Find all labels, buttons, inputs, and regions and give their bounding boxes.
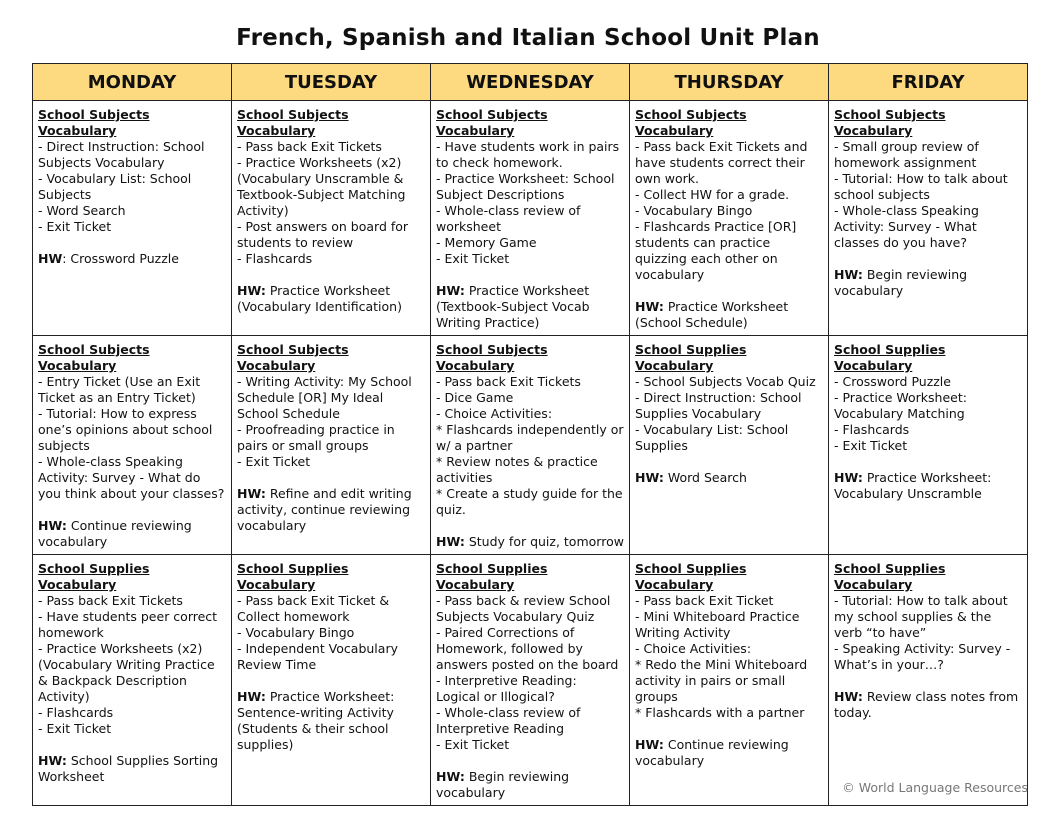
homework-text: Begin reviewing vocabulary [834, 267, 968, 298]
lesson-item: - Pass back Exit Ticket & Collect homework [237, 593, 390, 624]
lesson-item: - Exit Ticket [436, 251, 510, 266]
homework-line [237, 689, 425, 753]
lesson-cell-tuesday [232, 336, 431, 555]
lesson-cell-friday [829, 101, 1028, 336]
homework-label: HW: [436, 283, 465, 298]
lesson-item: - Mini Whiteboard Practice Writing Activity [635, 609, 800, 640]
lesson-heading: School Subjects Vocabulary [38, 342, 150, 373]
lesson-item: - Vocabulary List: School Subjects [38, 171, 192, 202]
day-header-wednesday: WEDNESDAY [431, 64, 630, 101]
homework-text: Practice Worksheet (Textbook-Subject Vocab Writing Practice) [436, 283, 590, 330]
lesson-item: - Flashcards Practice [OR] students can practice quizzing each other on vocabulary [635, 219, 797, 282]
page-title: French, Spanish and Italian School Unit Plan [236, 25, 820, 51]
copyright-notice: © World Language Resources [842, 780, 1028, 795]
lesson-item: - Exit Ticket [237, 454, 311, 469]
lesson-item: - Interpretive Reading: Logical or Illogical? [436, 673, 577, 704]
lesson-item: - Post answers on board for students to review [237, 219, 409, 250]
lesson-item: - Flashcards [237, 251, 313, 266]
lesson-item: - Have students peer correct homework [38, 609, 218, 640]
lesson-item: - Paired Corrections of Homework, followed by answers posted on the board [436, 625, 619, 672]
lesson-heading: School Supplies Vocabulary [237, 561, 349, 592]
lesson-item: - Tutorial: How to express one’s opinions about school subjects [38, 406, 213, 453]
unit-plan-table [32, 63, 1028, 806]
lesson-item: - Pass back Exit Ticket [635, 593, 774, 608]
lesson-item: - Vocabulary Bingo [237, 625, 355, 640]
lesson-item: - Proofreading practice in pairs or small groups [237, 422, 395, 453]
lesson-heading: School Subjects Vocabulary [436, 107, 548, 138]
lesson-item: - Whole-class Speaking Activity: Survey - What do you think about your classes? [38, 454, 225, 501]
homework-label: HW: [635, 737, 664, 752]
day-header-thursday: THURSDAY [630, 64, 829, 101]
lesson-item: - Whole-class review of worksheet [436, 203, 581, 234]
lesson-item: - Pass back & review School Subjects Vocabulary Quiz [436, 593, 611, 624]
homework-label: HW: [237, 486, 266, 501]
lesson-cell-friday [829, 555, 1028, 806]
lesson-heading: School Supplies Vocabulary [834, 561, 946, 592]
lesson-item: - Word Search [38, 203, 126, 218]
lesson-item: * Flashcards independently or w/ a partner [436, 422, 624, 453]
homework-label: HW: [436, 534, 465, 549]
lesson-cell-thursday [630, 555, 829, 806]
lesson-item: - Entry Ticket (Use an Exit Ticket as an Entry Ticket) [38, 374, 201, 405]
lesson-cell-thursday [630, 336, 829, 555]
lesson-cell-wednesday [431, 555, 630, 806]
lesson-heading: School Supplies Vocabulary [635, 342, 747, 373]
lesson-item: - Exit Ticket [436, 737, 510, 752]
homework-text: : Crossword Puzzle [62, 251, 179, 266]
day-header-tuesday: TUESDAY [232, 64, 431, 101]
lesson-item: - Choice Activities: [635, 641, 752, 656]
homework-label: HW: [834, 689, 863, 704]
lesson-cell-friday [829, 336, 1028, 555]
homework-label: HW: [834, 267, 863, 282]
lesson-heading: School Subjects Vocabulary [237, 342, 349, 373]
homework-label: HW: [635, 299, 664, 314]
homework-label: HW: [436, 769, 465, 784]
homework-line [635, 737, 823, 769]
homework-line [834, 267, 1022, 299]
homework-line [436, 769, 624, 801]
homework-text: Refine and edit writing activity, continue reviewing vocabulary [237, 486, 412, 533]
lesson-item: - Flashcards [834, 422, 910, 437]
day-header-friday: FRIDAY [829, 64, 1028, 101]
lesson-item: - Pass back Exit Tickets [38, 593, 183, 608]
week-row [33, 101, 1028, 336]
homework-text: Review class notes from today. [834, 689, 1019, 720]
lesson-item: - Independent Vocabulary Review Time [237, 641, 398, 672]
lesson-item: - Pass back Exit Tickets and have students correct their own work. [635, 139, 808, 186]
lesson-cell-monday [33, 555, 232, 806]
lesson-cell-monday [33, 101, 232, 336]
lesson-heading: School Subjects Vocabulary [635, 107, 747, 138]
lesson-item: - Whole-class Speaking Activity: Survey - What classes do you have? [834, 203, 979, 250]
homework-line [635, 299, 823, 331]
homework-text: Practice Worksheet (Vocabulary Identification) [237, 283, 402, 314]
lesson-item: - Pass back Exit Tickets [237, 139, 382, 154]
homework-text: Practice Worksheet (School Schedule) [635, 299, 789, 330]
lesson-item: - Practice Worksheet: Vocabulary Matching [834, 390, 967, 421]
lesson-item: - Exit Ticket [38, 219, 112, 234]
lesson-item: - Pass back Exit Tickets [436, 374, 581, 389]
homework-label: HW: [237, 283, 266, 298]
lesson-item: * Flashcards with a partner [635, 705, 805, 720]
lesson-item: - Small group review of homework assignment [834, 139, 979, 170]
lesson-item: - Direct Instruction: School Supplies Vocabulary [635, 390, 802, 421]
homework-text: Begin reviewing vocabulary [436, 769, 570, 800]
lesson-heading: School Supplies Vocabulary [635, 561, 747, 592]
homework-text: Word Search [663, 470, 747, 485]
homework-text: Continue reviewing vocabulary [38, 518, 192, 549]
homework-line [237, 283, 425, 315]
lesson-item: - Exit Ticket [834, 438, 908, 453]
lesson-item: - Vocabulary List: School Supplies [635, 422, 789, 453]
lesson-item: - Practice Worksheets (x2) (Vocabulary Writing Practice & Backpack Description Activity) [38, 641, 215, 704]
lesson-cell-tuesday [232, 555, 431, 806]
lesson-cell-tuesday [232, 101, 431, 336]
homework-text: School Supplies Sorting Worksheet [38, 753, 219, 784]
lesson-heading: School Supplies Vocabulary [436, 561, 548, 592]
lesson-item: - Writing Activity: My School Schedule [OR] My Ideal School Schedule [237, 374, 412, 421]
homework-line [635, 470, 823, 486]
homework-text: Continue reviewing vocabulary [635, 737, 789, 768]
homework-label: HW: [237, 689, 266, 704]
lesson-cell-thursday [630, 101, 829, 336]
lesson-item: - Tutorial: How to talk about my school supplies & the verb “to have” [834, 593, 1008, 640]
homework-line [834, 689, 1022, 721]
homework-text: Practice Worksheet: Vocabulary Unscramble [834, 470, 992, 501]
lesson-item: - Flashcards [38, 705, 114, 720]
lesson-heading: School Subjects Vocabulary [436, 342, 548, 373]
lesson-item: * Redo the Mini Whiteboard activity in pairs or small groups [635, 657, 808, 704]
lesson-cell-monday [33, 336, 232, 555]
lesson-cell-wednesday [431, 336, 630, 555]
homework-line [237, 486, 425, 534]
lesson-item: - Collect HW for a grade. [635, 187, 790, 202]
day-header-row [33, 64, 1028, 101]
lesson-item: - Crossword Puzzle [834, 374, 951, 389]
day-header-monday: MONDAY [33, 64, 232, 101]
lesson-heading: School Subjects Vocabulary [38, 107, 150, 138]
homework-label: HW: [38, 753, 67, 768]
homework-line [436, 534, 624, 550]
homework-label: HW [38, 251, 63, 266]
lesson-heading: School Subjects Vocabulary [834, 107, 946, 138]
lesson-item: * Review notes & practice activities [436, 454, 598, 485]
week-row [33, 555, 1028, 806]
homework-text: Study for quiz, tomorrow [464, 534, 624, 549]
lesson-item: - Practice Worksheets (x2) (Vocabulary Unscramble & Textbook-Subject Matching Activity) [237, 155, 406, 218]
homework-text: Practice Worksheet: Sentence-writing Activity (Students & their school supplies) [237, 689, 395, 752]
lesson-item: - Memory Game [436, 235, 537, 250]
lesson-item: - Have students work in pairs to check homework. [436, 139, 620, 170]
lesson-heading: School Subjects Vocabulary [237, 107, 349, 138]
homework-line [38, 251, 226, 267]
lesson-item: - Whole-class review of Interpretive Reading [436, 705, 581, 736]
lesson-item: - Dice Game [436, 390, 514, 405]
lesson-item: - Direct Instruction: School Subjects Vocabulary [38, 139, 205, 170]
lesson-item: - Practice Worksheet: School Subject Descriptions [436, 171, 615, 202]
week-row [33, 336, 1028, 555]
lesson-heading: School Supplies Vocabulary [834, 342, 946, 373]
lesson-item: - Speaking Activity: Survey - What’s in your…? [834, 641, 1011, 672]
lesson-item: * Create a study guide for the quiz. [436, 486, 623, 517]
homework-line [436, 283, 624, 331]
lesson-item: - Tutorial: How to talk about school subjects [834, 171, 1008, 202]
lesson-item: - Vocabulary Bingo [635, 203, 753, 218]
homework-line [38, 518, 226, 550]
lesson-cell-wednesday [431, 101, 630, 336]
lesson-item: - School Subjects Vocab Quiz [635, 374, 816, 389]
homework-label: HW: [834, 470, 863, 485]
homework-label: HW: [38, 518, 67, 533]
homework-line [834, 470, 1022, 502]
lesson-heading: School Supplies Vocabulary [38, 561, 150, 592]
lesson-item: - Exit Ticket [38, 721, 112, 736]
lesson-item: - Choice Activities: [436, 406, 553, 421]
homework-line [38, 753, 226, 785]
homework-label: HW: [635, 470, 664, 485]
